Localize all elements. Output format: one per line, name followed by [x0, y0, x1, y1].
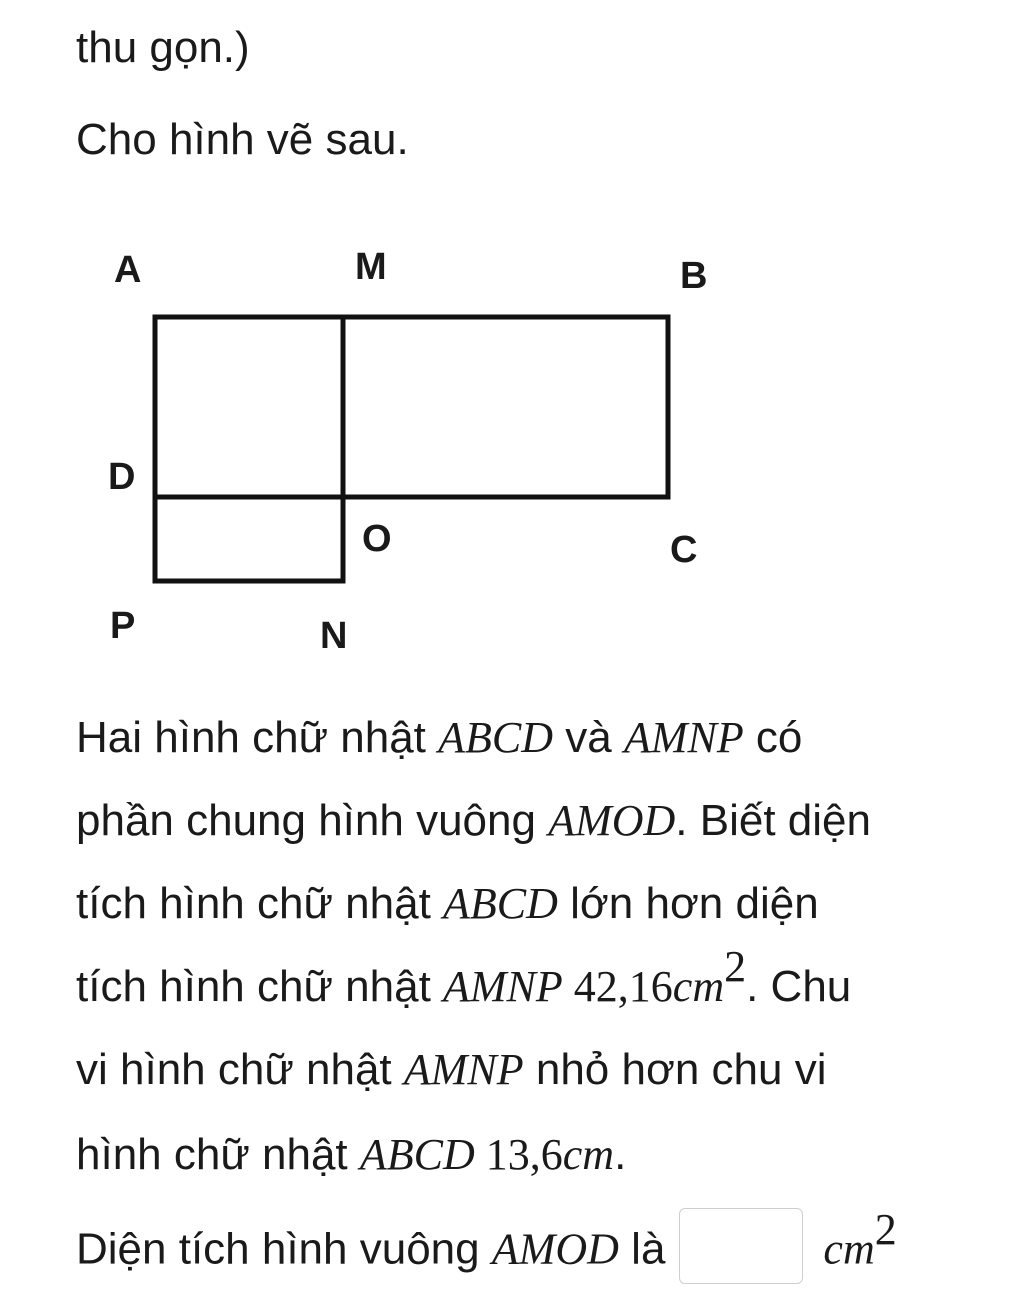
intro-line-2: Cho hình vẽ sau. [76, 115, 409, 164]
label-b: B [680, 255, 708, 297]
answer-input[interactable] [679, 1208, 803, 1284]
answer-unit-exponent: 2 [874, 1204, 897, 1254]
math-abcd: ABCD [359, 1130, 475, 1179]
rectangle-abcd [155, 317, 668, 497]
math-amod: AMOD [491, 1224, 619, 1274]
label-a: A [114, 249, 142, 291]
problem-line-6: hình chữ nhật ABCD 13,6cm. [76, 1130, 627, 1179]
intro-line-1: thu gọn.) [76, 23, 250, 72]
math-abcd: ABCD [443, 879, 558, 928]
math-amod: AMOD [548, 796, 676, 845]
problem-line-4: tích hình chữ nhật AMNP $42,16cm^2$. Chu [76, 942, 852, 1011]
label-m: M [355, 246, 387, 288]
answer-unit: cm [823, 1224, 875, 1274]
problem-line-5: vi hình chữ nhật AMNP nhỏ hơn chu vi [76, 1045, 827, 1094]
unit-exponent: 2 [724, 942, 747, 992]
perimeter-difference-value: 13,6 [474, 1130, 563, 1179]
math-amnp: AMNP [623, 713, 744, 762]
unit-cm: cm [672, 962, 725, 1011]
area-difference-value: 42,16 [562, 962, 673, 1011]
label-c: C [670, 529, 698, 571]
unit-cm: cm [562, 1130, 615, 1179]
label-p: P [110, 605, 136, 647]
label-n: N [320, 615, 348, 657]
question-line: Diện tích hình vuông AMOD là $cm^2$ [76, 1214, 897, 1290]
problem-line-1: Hai hình chữ nhật ABCD và AMNP có [76, 713, 803, 762]
label-o: O [362, 518, 392, 560]
problem-line-3: tích hình chữ nhật ABCD lớn hơn diện [76, 879, 819, 928]
math-amnp: AMNP [443, 962, 563, 1011]
math-amnp: AMNP [403, 1045, 524, 1094]
math-abcd: ABCD [438, 713, 554, 762]
problem-line-2: phần chung hình vuông AMOD. Biết diện [76, 796, 871, 845]
label-d: D [108, 456, 136, 498]
